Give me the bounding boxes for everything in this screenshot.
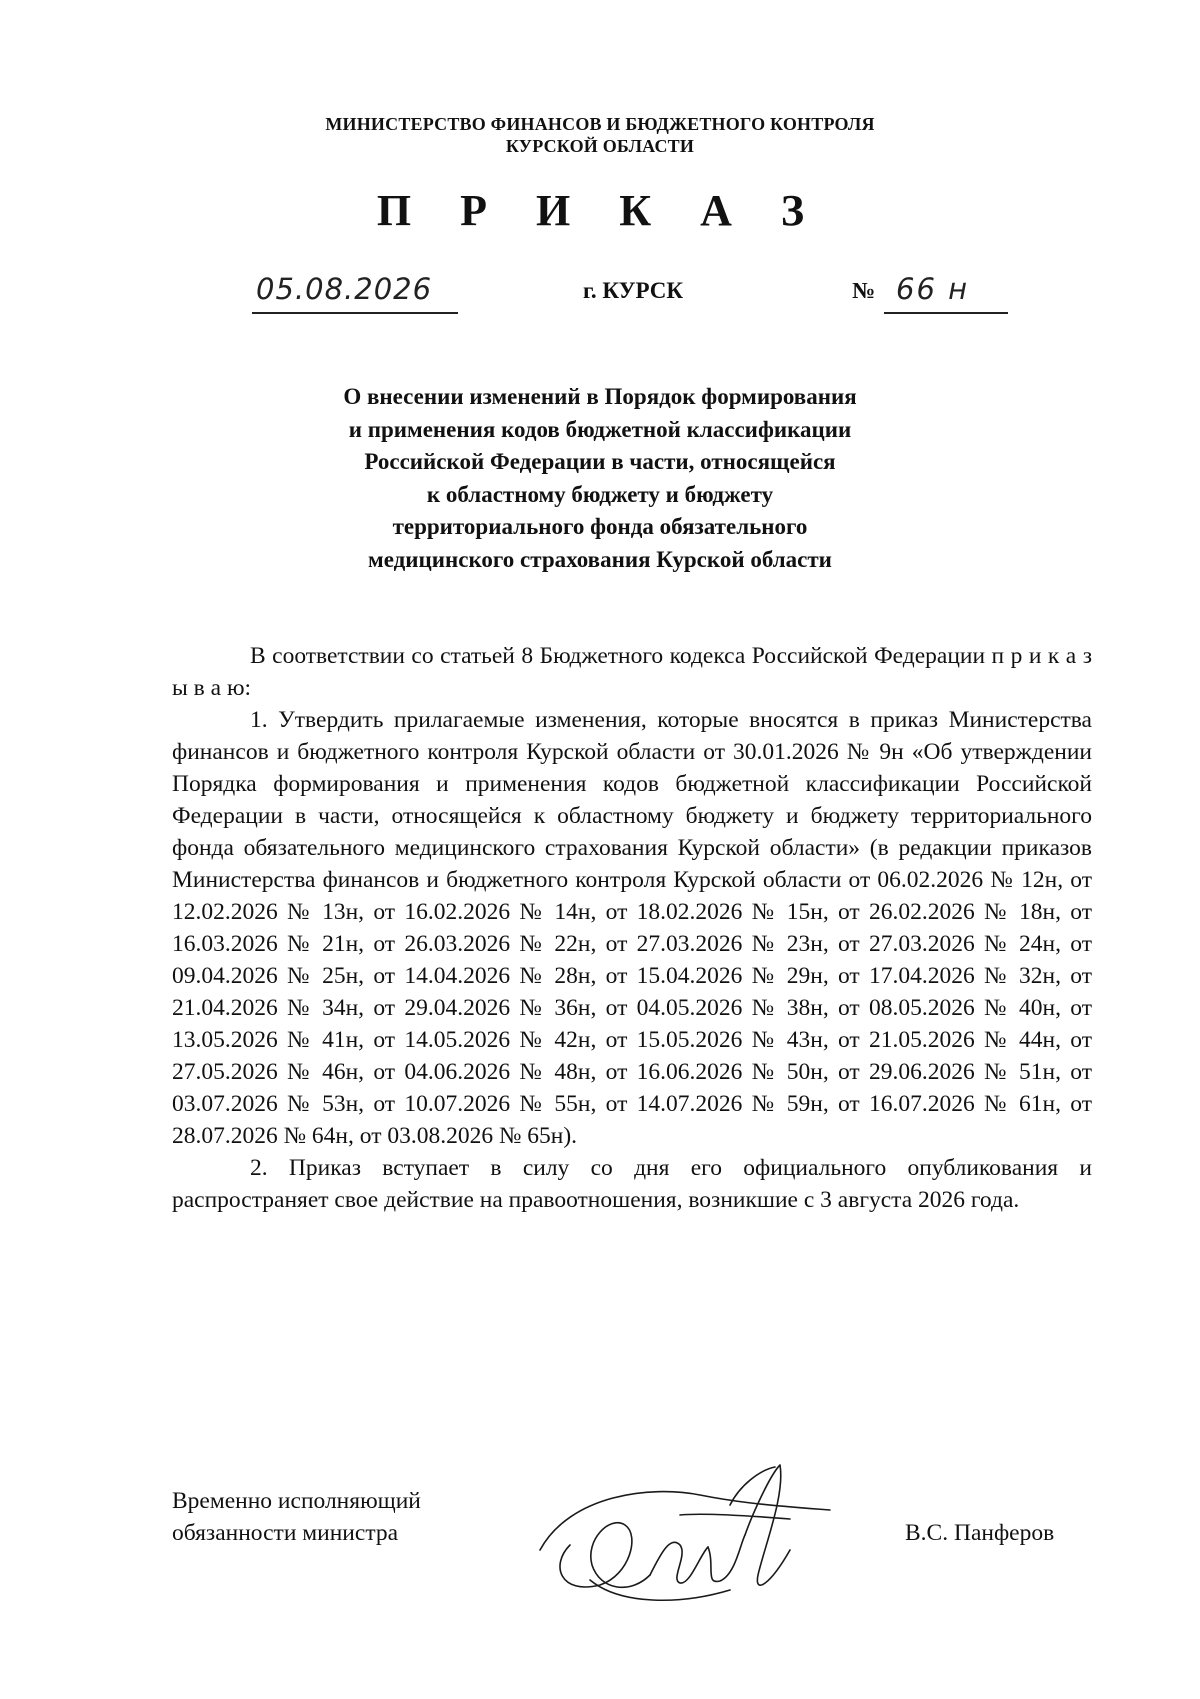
number-underline [884, 312, 1008, 314]
signature-block [0, 1485, 1200, 1635]
order-subject [250, 381, 950, 576]
signatory-name: В.С. Панферов [905, 1520, 1055, 1546]
order-date-handwritten: 05.08.2026 [256, 272, 433, 306]
handwritten-signature-icon [530, 1455, 860, 1615]
order-body [172, 640, 1092, 1216]
ministry-name-line1: МИНИСТЕРСТВО ФИНАНСОВ И БЮДЖЕТНОГО КОНТРОЛЯ [325, 114, 875, 134]
subject-line: к областному бюджету и бюджету [426, 481, 774, 507]
signatory-role-line1: Временно исполняющий [172, 1488, 421, 1514]
order-number-label: № [852, 278, 876, 303]
body-item-2: 2. Приказ вступает в силу со дня его официального опубликования и распространяет свое действие на правоотношения, возникшие с 3 августа 2026 года. [172, 1155, 1092, 1213]
ministry-name-line2: КУРСКОЙ ОБЛАСТИ [505, 136, 695, 156]
subject-line: территориального фонда обязательного [392, 514, 808, 539]
signatory-role-line2: обязанности министра [172, 1520, 399, 1546]
subject-line: Российской Федерации в части, относящейся [364, 449, 836, 474]
date-underline [252, 312, 458, 314]
subject-line: О внесении изменений в Порядок формирования [343, 384, 857, 409]
order-number-handwritten: 66 н [896, 272, 970, 306]
order-title: П Р И К А З [376, 186, 824, 235]
signatory-role [172, 1485, 421, 1549]
order-meta-row [0, 272, 1200, 332]
body-intro-paragraph: В соответствии со статьей 8 Бюджетного кодекса Российской Федерации п р и к а з ы в а ю: [172, 643, 1092, 701]
order-city: г. КУРСК [583, 278, 684, 303]
body-item-1: 1. Утвердить прилагаемые изменения, которые вносятся в приказ Министерства финансов и бюджетного контроля Курской области от 30.01.2026 № 9н «Об утверждении Порядка формирования и применения кодов бюджетной классификации Российской Федерации в части, относящейся к областному бюджету и бюджету территориального фонда обязательного медицинского страхования Курской области» (в редакции приказов Министерства финансов и бюджетного контроля Курской области от 06.02.2026 № 12н, от 12.02.2026 № 13н, от 16.02.2026 № 14н, от 18.02.2026 № 15н, от 26.02.2026 № 18н, от 16.03.2026 № 21н, от 26.03.2026 № 22н, от 27.03.2026 № 23н, от 27.03.2026 № 24н, от 09.04.2026 № 25н, от 14.04.2026 № 28н, от 15.04.2026 № 29н, от 17.04.2026 № 32н, от 21.04.2026 № 34н, от 29.04.2026 № 36н, от 04.05.2026 № 38н, от 08.05.2026 № 40н, от 13.05.2026 № 41н, от 14.05.2026 № 42н, от 15.05.2026 № 43н, от 21.05.2026 № 44н, от 27.05.2026 № 46н, от 04.06.2026 № 48н, от 16.06.2026 № 50н, от 29.06.2026 № 51н, от 03.07.2026 № 53н, от 10.07.2026 № 55н, от 14.07.2026 № 59н, от 16.07.2026 № 61н, от 28.07.2026 № 64н, от 03.08.2026 № 65н). [172, 707, 1092, 1149]
subject-line: медицинского страхования Курской области [368, 546, 832, 572]
subject-line: и применения кодов бюджетной классификации [348, 416, 852, 442]
ministry-header [200, 113, 1000, 157]
